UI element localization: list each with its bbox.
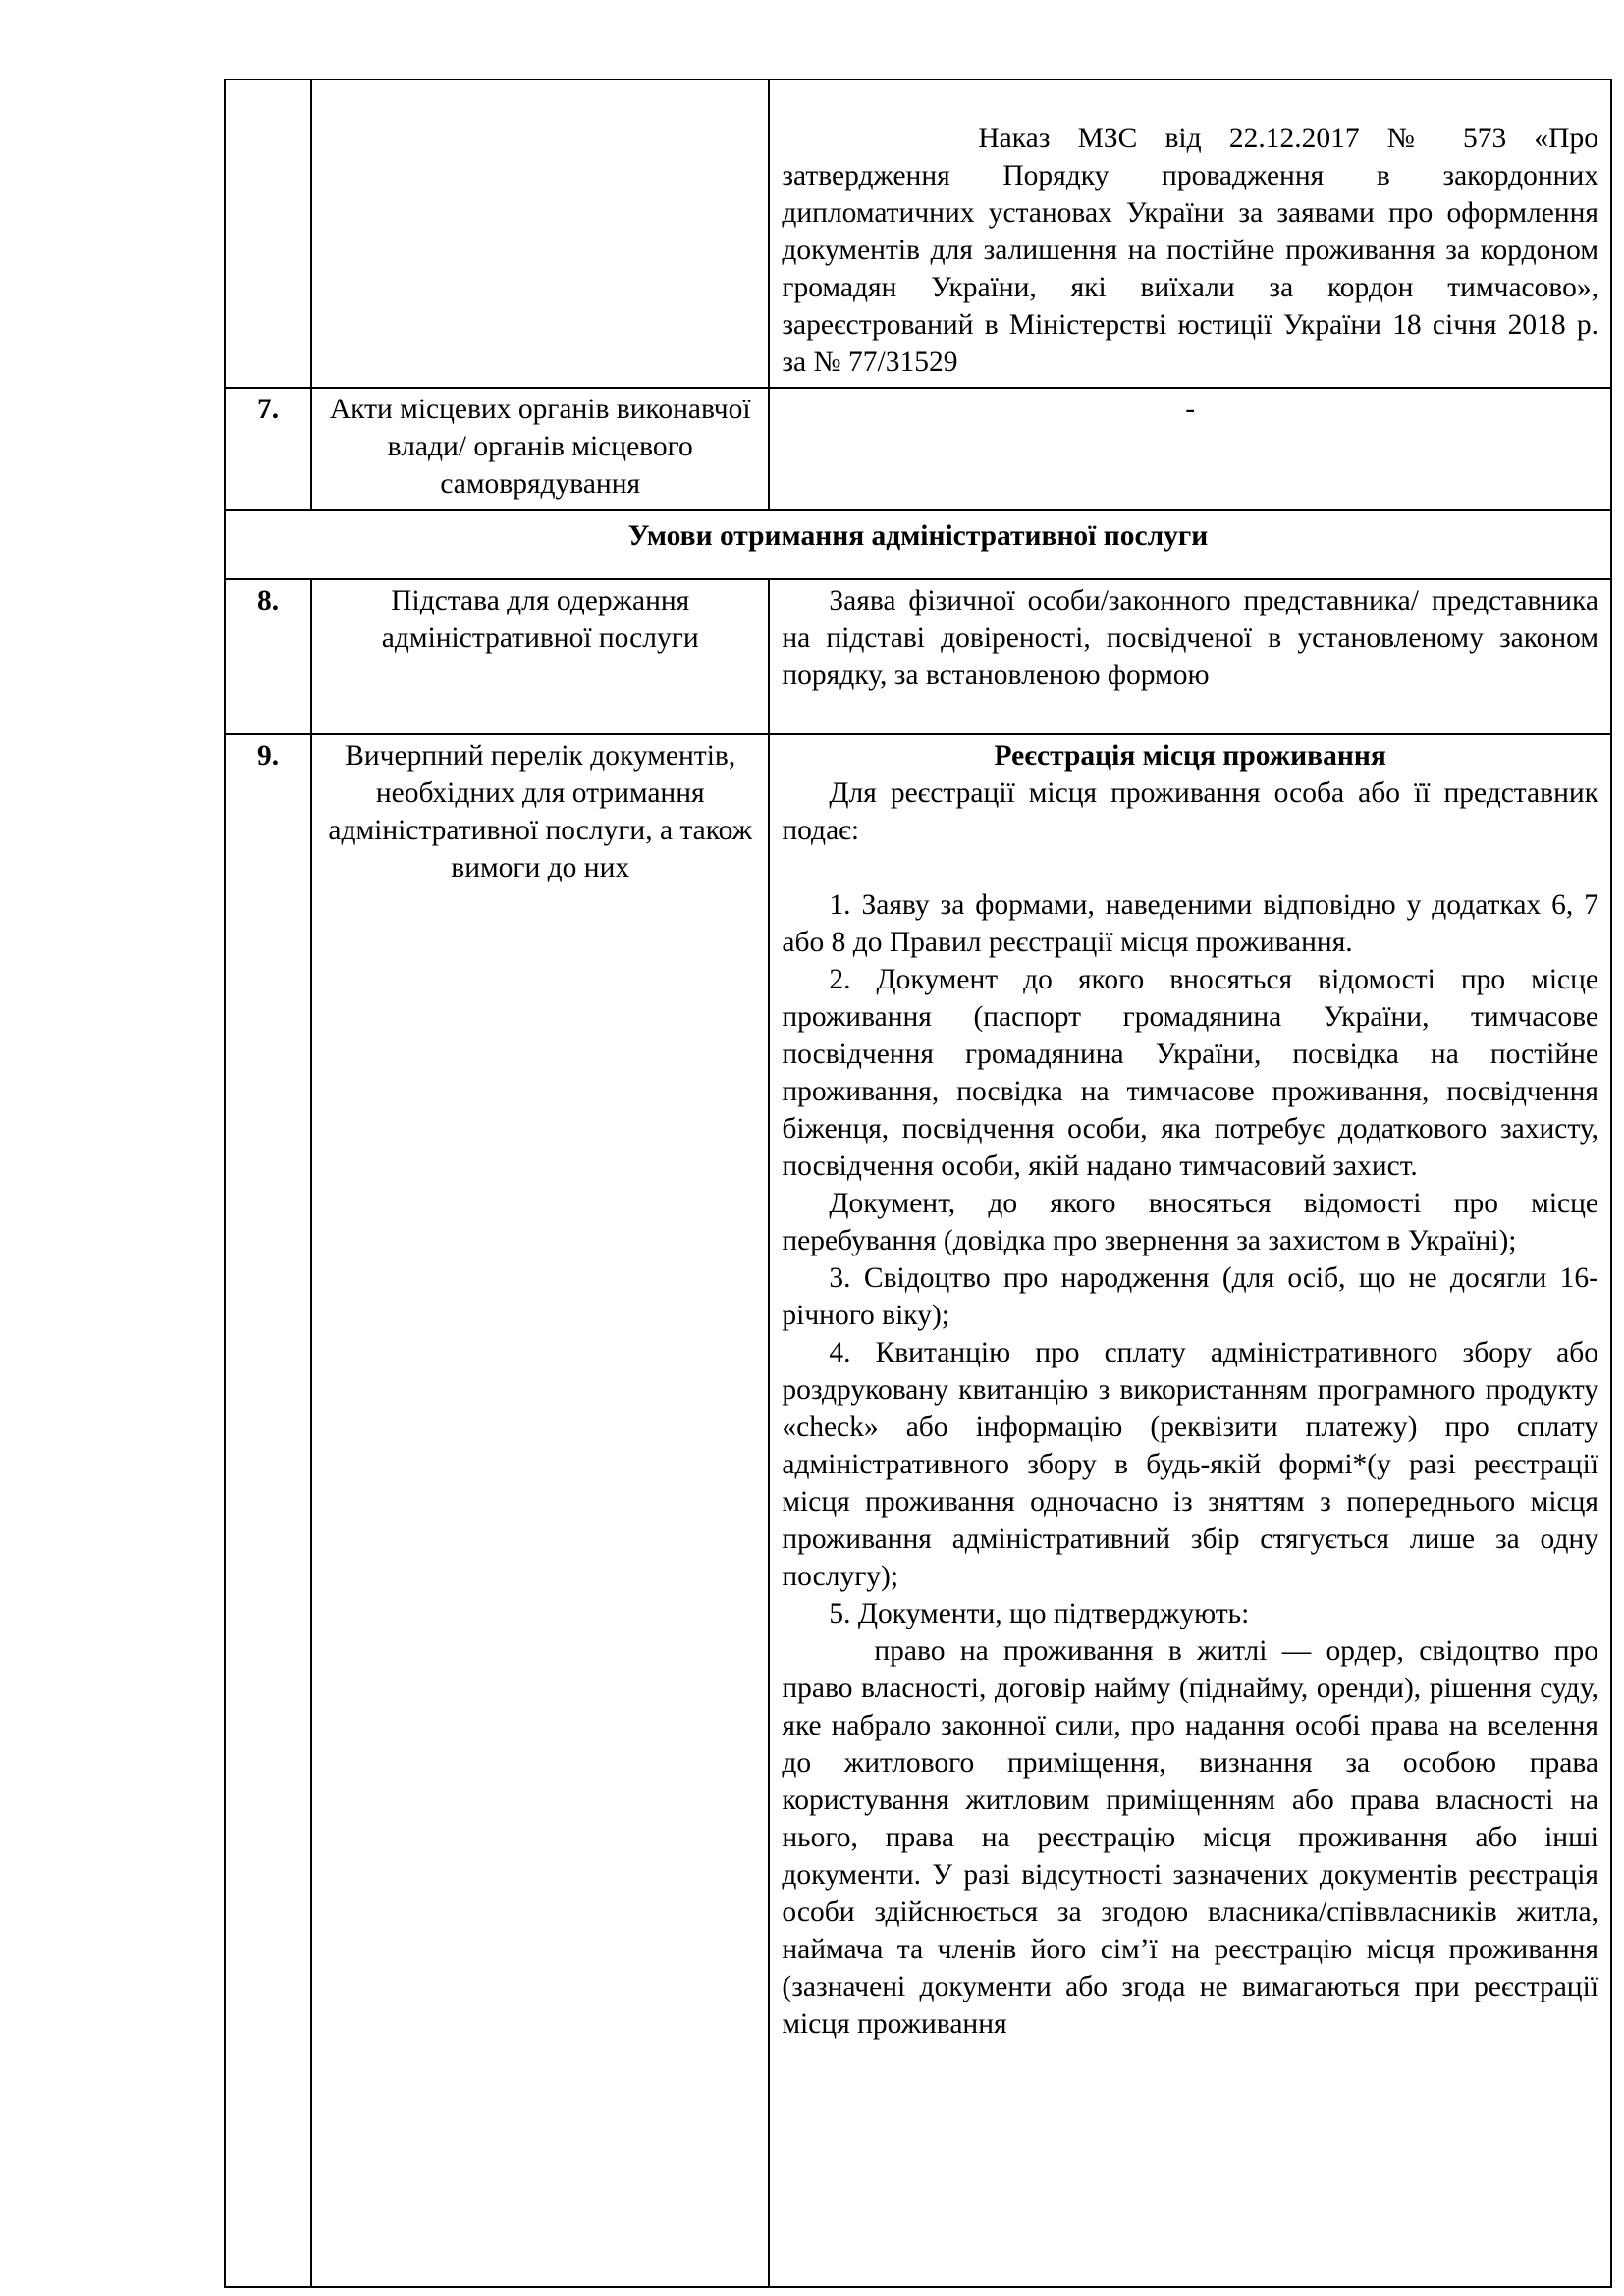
info-cell <box>769 734 1611 2287</box>
table-row-7 <box>225 388 1611 510</box>
empty-number-cell <box>225 80 311 388</box>
info-cell <box>769 388 1611 510</box>
document-item-2: 2. Документ до якого вносяться відомості про місце проживання (паспорт громадянина України, тимчасове посвідчення громадянина України, посвідка на постійне проживання, посвідка на тимчасове проживання, посвідчення біженця, посвідчення особи, яка потребує додаткового захисту, посвідчення особи, якій надано тимчасовий захист. <box>782 964 1598 1182</box>
row-number: 7. <box>225 388 311 510</box>
document-item-2-note: Документ, до якого вносяться відомості про місце перебування (довідка про звернення за захистом в Україні); <box>782 1188 1598 1256</box>
document-item-3: 3. Свідоцтво про народження (для осіб, що не досягли 16-річного віку); <box>782 1262 1598 1331</box>
mfa-order-text: Наказ МЗС від 22.12.2017 № 573 «Про затвердження Порядку провадження в закордонних дипломатичних установах України за заявами про оформлення документів для залишення на постійне проживання за кордоном громадян України, які виїхали за кордон тимчасово», зареєстрований в Міністерстві юстиції України 18 січня 2018 р. за № 77/31529 <box>782 123 1598 378</box>
section-title: Умови отримання адміністративної послуги <box>225 510 1611 579</box>
table-row-continuation <box>225 80 1611 388</box>
document-item-4: 4. Квитанцію про сплату адміністративного збору або роздруковану квитанцію з використанням програмного продукту «check» або інформацію (реквізити платежу) про сплату адміністративного збору в будь-якій формі*(у разі реєстрації місця проживання одночасно із зняттям з попереднього місця проживання адміністративний збір стягується лише за одну послугу); <box>782 1337 1598 1592</box>
row-label: Акти місцевих органів виконавчої влади/ органів місцевого самоврядування <box>311 388 769 510</box>
empty-label-cell <box>311 80 769 388</box>
info-cell <box>769 80 1611 388</box>
section-header-row <box>225 510 1611 579</box>
row-number: 8. <box>225 579 311 734</box>
intro-paragraph: Для реєстрації місця проживання особа або її представник подає: <box>782 777 1598 846</box>
table-row-9 <box>225 734 1611 2287</box>
table-row-8 <box>225 579 1611 734</box>
row-label: Вичерпний перелік документів, необхідних для отримання адміністративної послуги, а також вимоги до них <box>311 734 769 2287</box>
registration-subtitle: Реєстрація місця проживання <box>994 740 1386 772</box>
row-value: Заява фізичної особи/законного представника/ представника на підставі довіреності, посвідченої в установленому законом порядку, за встановленою формою <box>782 585 1598 691</box>
document-item-1: 1. Заяву за формами, наведеними відповідно у додатках 6, 7 або 8 до Правил реєстрації місця проживання. <box>782 889 1598 958</box>
row-value: - <box>1185 394 1196 425</box>
document-item-5: 5. Документи, що підтверджують: <box>829 1598 1250 1629</box>
services-table <box>224 79 1612 2288</box>
housing-rights-paragraph: право на проживання в житлі — ордер, свідоцтво про право власності, договір найму (піднайму, оренди), рішення суду, яке набрало законної сили, про надання особі права на вселення до житлового приміщення, визнання за особою права користування житловим приміщенням або права власності на нього, права на реєстрацію місця проживання або інші документи. У разі відсутності зазначених документів реєстрація особи здійснюється за згодою власника/співвласників житла, наймача та членів його сім’ї на реєстрацію місця проживання (зазначені документи або згода не вимагаються при реєстрації місця проживання <box>782 1635 1598 2040</box>
info-cell <box>769 579 1611 734</box>
row-label: Підстава для одержання адміністративної послуги <box>311 579 769 734</box>
row-number: 9. <box>225 734 311 2287</box>
